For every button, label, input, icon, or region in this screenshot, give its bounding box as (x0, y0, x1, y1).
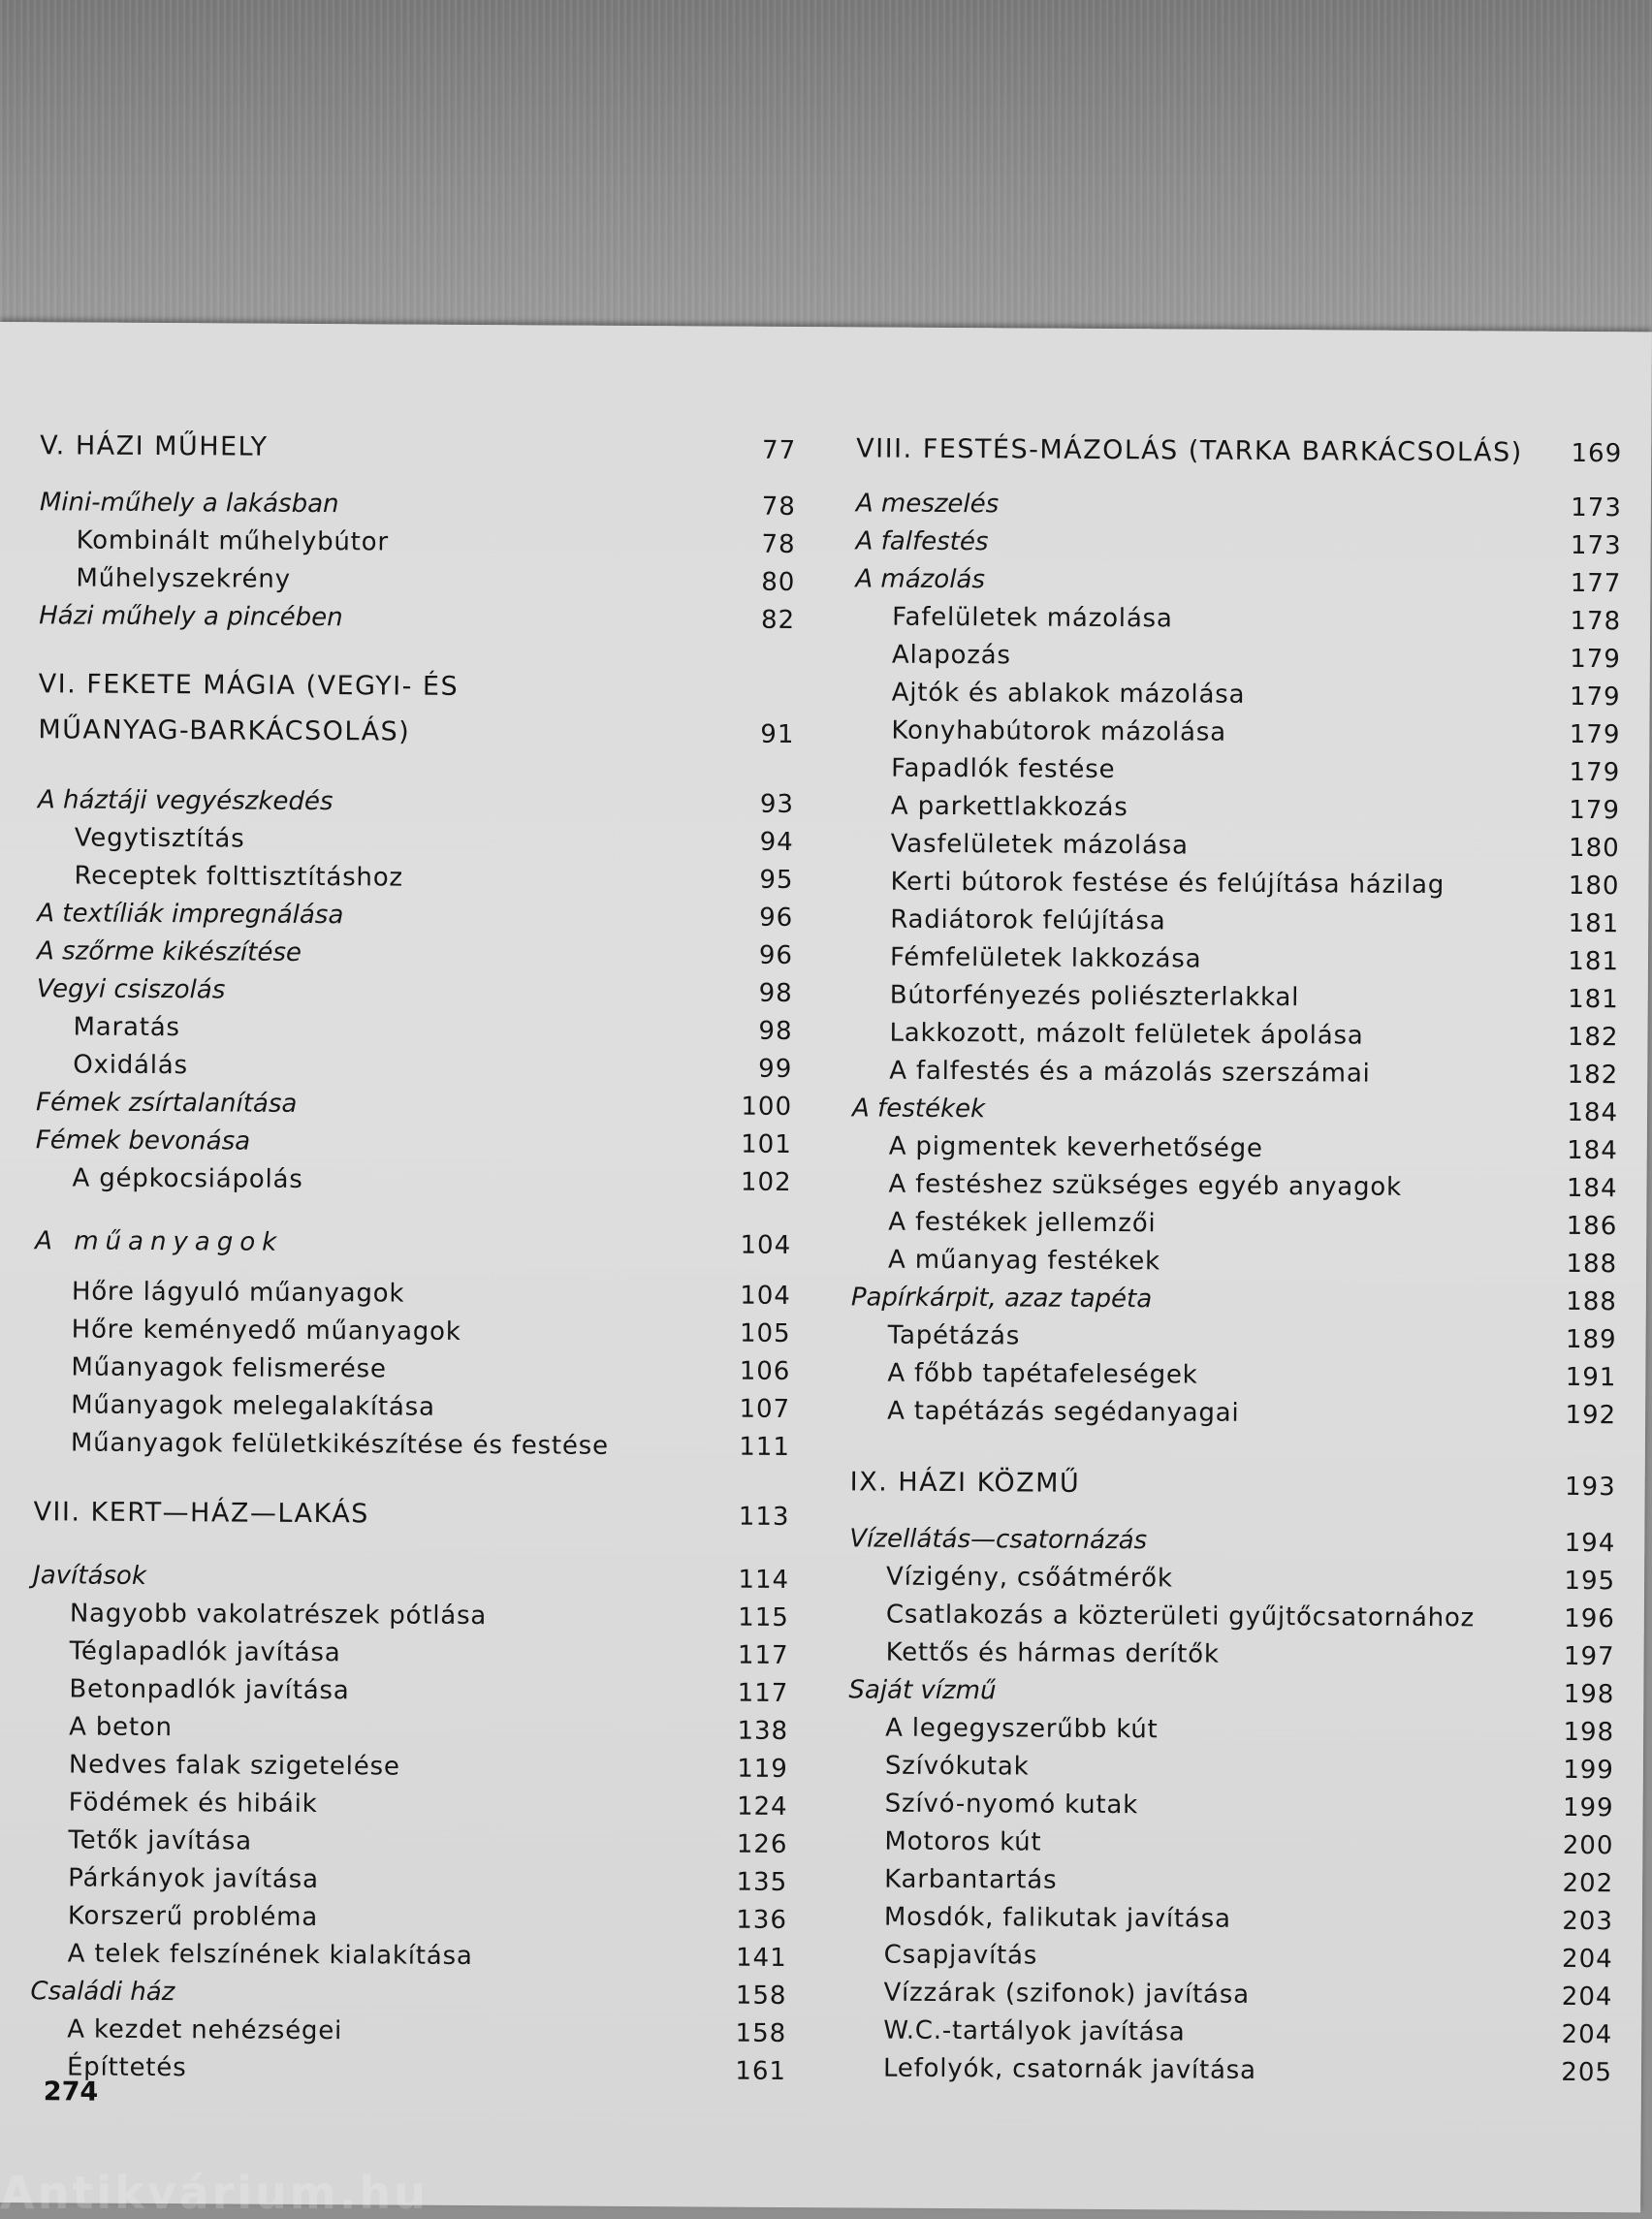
toc-entry-page: 173 (1544, 528, 1622, 563)
toc-entry-title: Szívó-nyomó kutak (885, 1787, 1139, 1823)
toc-entry-page: 182 (1541, 1020, 1618, 1055)
toc-entry-title: Műanyagok melegalakítása (71, 1387, 435, 1424)
toc-entry (0, 971, 801, 1011)
toc-entry-page: 193 (1539, 1470, 1616, 1505)
toc-entry (0, 2049, 794, 2089)
toc-entry-page: 184 (1541, 1133, 1618, 1168)
toc-entry (843, 1861, 1619, 1901)
toc-entry-title: Kerti bútorok festése és felújítása házilag (890, 865, 1445, 903)
toc-entry-page: 96 (715, 938, 793, 973)
toc-entry-title: A tapétázás segédanyagai (887, 1394, 1240, 1431)
toc-entry (843, 1823, 1619, 1863)
toc-entry (0, 782, 802, 822)
toc-entry (0, 1823, 796, 1862)
toc-entry-title: Tapétázás (888, 1318, 1021, 1354)
toc-entry (843, 1937, 1619, 1977)
toc-entry-title: IX. HÁZI KÖZMŰ (850, 1465, 1081, 1501)
toc-entry (846, 1465, 1622, 1505)
toc-entry-title: A műanyagok (35, 1223, 283, 1260)
toc-entry-page: 117 (711, 1676, 788, 1711)
toc-entry-title: Nagyobb vakolatrészek pótlása (70, 1596, 487, 1633)
toc-entry-page: 104 (714, 1279, 791, 1314)
toc-entry-page: 204 (1536, 1942, 1613, 1977)
toc-entry (847, 1166, 1623, 1206)
toc-entry (0, 428, 804, 468)
toc-entry (848, 1015, 1624, 1055)
toc-entry-title: Fapadlók festése (891, 751, 1115, 787)
toc-entry (0, 1274, 799, 1314)
toc-entry-page: 179 (1542, 793, 1620, 828)
toc-entry-page: 200 (1536, 1828, 1613, 1863)
toc-entry-title: Párkányok javítása (68, 1860, 319, 1897)
toc-entry-page: 169 (1544, 436, 1622, 471)
toc-entry (0, 1387, 798, 1427)
toc-entry-page: 124 (711, 1790, 788, 1824)
toc-entry (0, 896, 801, 935)
toc-entry-page: 205 (1535, 2055, 1612, 2090)
toc-entry-title: Saját vízmű (848, 1672, 996, 1708)
toc-entry-title: Fémek zsírtalanítása (36, 1085, 298, 1122)
toc-entry-title: A kezdet nehézségei (67, 2012, 342, 2048)
toc-entry-title: Tetők javítása (68, 1823, 252, 1858)
toc-entry-title: A falfestés (856, 523, 989, 559)
toc-entry-title: Vízigény, csőátmérők (886, 1560, 1173, 1597)
toc-entry (0, 1349, 799, 1389)
toc-entry (852, 431, 1628, 471)
toc-entry-page: 189 (1540, 1322, 1617, 1357)
toc-entry (842, 1975, 1618, 2014)
toc-entry (0, 713, 803, 752)
toc-entry (850, 713, 1626, 752)
page-number: 274 (44, 2076, 99, 2107)
toc-entry (850, 826, 1626, 866)
toc-entry-page: 104 (714, 1228, 791, 1263)
toc-entry (845, 1559, 1621, 1599)
toc-entry (848, 1128, 1624, 1168)
toc-entry-page: 80 (717, 565, 795, 600)
toc-entry (844, 1710, 1620, 1750)
toc-entry-page: 161 (709, 2053, 786, 2088)
toc-entry-title: A parkettlakkozás (891, 789, 1128, 825)
toc-entry-title: VI. FEKETE MÁGIA (VEGYI- ÉS (39, 667, 460, 705)
toc-entry (0, 1495, 798, 1535)
toc-entry (0, 523, 804, 562)
toc-entry-page: 181 (1541, 906, 1619, 941)
toc-entry-page: 135 (710, 1865, 787, 1900)
toc-entry-title: Mini-műhely a lakásban (40, 485, 339, 522)
toc-entry-title: A beton (69, 1709, 173, 1745)
toc-entry-title: Családi ház (30, 1974, 175, 2010)
toc-entry-page: 78 (718, 490, 796, 524)
toc-entry-page: 114 (712, 1563, 789, 1598)
toc-entry (851, 675, 1627, 714)
toc-entry-page: 204 (1535, 2017, 1612, 2052)
toc-entry (849, 939, 1625, 979)
toc-entry (0, 1009, 801, 1049)
toc-entry (849, 864, 1625, 903)
toc-entry (0, 485, 804, 524)
toc-entry-page: 184 (1541, 1095, 1618, 1130)
book-page (0, 322, 1652, 2212)
toc-entry-page: 101 (715, 1127, 792, 1162)
toc-entry-page: 107 (713, 1392, 790, 1427)
toc-entry-page: 115 (712, 1601, 789, 1635)
toc-entry-title: Javítások (33, 1558, 146, 1594)
toc-entry-page: 191 (1539, 1360, 1616, 1395)
toc-entry (0, 1633, 797, 1673)
toc-entry-page: 195 (1538, 1564, 1615, 1599)
toc-entry-title: Lefolyók, csatornák javítása (883, 2051, 1256, 2088)
toc-entry-title: Ajtók és ablakok mázolása (892, 676, 1246, 713)
toc-entry-title: Vegytisztítás (75, 820, 245, 856)
toc-entry (843, 1899, 1619, 1939)
toc-entry-page: 111 (713, 1430, 790, 1465)
toc-entry (844, 1672, 1620, 1712)
toc-entry-title: Vízellátás—csatornázás (849, 1521, 1147, 1558)
toc-entry (0, 1047, 800, 1087)
toc-entry (848, 1091, 1624, 1130)
toc-entry-title: Födémek és hibáik (69, 1785, 318, 1822)
toc-entry-title: Alapozás (892, 638, 1011, 674)
toc-entry-page: 182 (1541, 1058, 1618, 1093)
toc-entry (851, 637, 1627, 677)
toc-entry (852, 523, 1628, 563)
toc-entry-page: 177 (1543, 566, 1621, 601)
toc-entry-page: 117 (712, 1638, 789, 1673)
toc-entry (0, 1747, 796, 1787)
toc-entry (845, 1521, 1621, 1561)
toc-entry-title: Mosdók, falikutak javítása (884, 1900, 1231, 1937)
toc-entry-page: 178 (1543, 604, 1621, 639)
toc-entry-page: 106 (713, 1354, 790, 1389)
toc-entry-page: 199 (1537, 1753, 1614, 1788)
toc-entry (0, 1860, 795, 1900)
toc-entry-title: Szívókutak (885, 1749, 1030, 1785)
toc-entry-title: Házi műhely a pincében (39, 598, 343, 635)
toc-entry (851, 561, 1627, 601)
toc-entry-title: Hőre lágyuló műanyagok (72, 1274, 405, 1311)
toc-entry-title: A gépkocsiápolás (72, 1160, 302, 1196)
toc-entry-title: A falfestés és a mázolás szerszámai (889, 1054, 1371, 1092)
toc-entry-title: Vasfelületek mázolása (891, 827, 1189, 864)
toc-entry (0, 2012, 794, 2051)
toc-entry-title: VIII. FESTÉS-MÁZOLÁS (TARKA BARKÁCSOLÁS) (856, 431, 1523, 470)
toc-entry (846, 1393, 1622, 1433)
toc-entry (0, 858, 802, 898)
toc-entry-title: MŰANYAG-BARKÁCSOLÁS) (38, 713, 410, 749)
toc-entry (0, 1312, 799, 1351)
toc-entry (845, 1597, 1621, 1636)
toc-entry (847, 1204, 1623, 1244)
toc-entry (0, 560, 803, 600)
toc-entry (0, 1898, 795, 1938)
toc-entry-title: A festékek (852, 1091, 985, 1126)
toc-entry (848, 1053, 1624, 1093)
toc-entry-page: 98 (715, 976, 793, 1011)
toc-entry-title: A szőrme kikészítése (37, 934, 302, 970)
toc-entry-page: 179 (1543, 642, 1621, 677)
toc-entry-page: 93 (716, 787, 794, 822)
toc-entry-title: Műanyagok felületkikészítése és festése (71, 1425, 609, 1463)
toc-entry (844, 1748, 1620, 1788)
toc-entry (846, 1355, 1622, 1395)
toc-entry (0, 1936, 795, 1976)
toc-entry-title: A festékek jellemzői (888, 1205, 1156, 1242)
toc-entry (852, 486, 1628, 525)
toc-entry-title: A festéshez szükséges egyéb anyagok (888, 1167, 1402, 1205)
toc-entry-title: Téglapadlók javítása (70, 1633, 341, 1670)
toc-entry-title: Karbantartás (884, 1862, 1057, 1898)
toc-entry-title: Műhelyszekrény (76, 560, 291, 596)
toc-entry (0, 1558, 797, 1598)
toc-entry-page: 196 (1538, 1601, 1615, 1636)
toc-entry-page: 119 (711, 1752, 788, 1787)
toc-entry-page: 141 (710, 1941, 787, 1976)
toc-entry-title: Hőre keményedő műanyagok (72, 1312, 461, 1348)
toc-entry-title: Radiátorok felújítása (890, 903, 1165, 939)
toc-entry-page: 203 (1536, 1904, 1613, 1939)
toc-entry-page: 105 (714, 1316, 791, 1351)
toc-entry-title: W.C.-tartályok javítása (883, 2013, 1186, 2050)
toc-entry-page: 179 (1542, 717, 1620, 752)
toc-entry-title: Kombinált műhelybútor (77, 523, 389, 559)
toc-entry-title: Receptek folttisztításhoz (74, 858, 403, 895)
toc-entry-title: A textíliák impregnálása (37, 896, 343, 933)
toc-entry (0, 1425, 798, 1465)
toc-entry-title: A telek felszínének kialakítása (68, 1936, 473, 1974)
toc-entry (0, 1785, 796, 1824)
toc-entry-title: Építtetés (67, 2049, 187, 2085)
toc-entry (0, 1974, 795, 2013)
toc-entry-page: 188 (1540, 1284, 1617, 1319)
toc-entry-page: 173 (1544, 491, 1622, 525)
toc-entry (0, 1596, 797, 1635)
toc-entry (847, 1280, 1623, 1319)
toc-entry (0, 1085, 800, 1125)
toc-entry-page: 102 (714, 1165, 791, 1200)
toc-entry-page: 179 (1543, 680, 1621, 714)
toc-entry-title: Csapjavítás (884, 1938, 1038, 1974)
toc-entry-title: A műanyag festékek (888, 1243, 1160, 1280)
toc-entry (0, 1123, 800, 1162)
toc-entry-page: 100 (715, 1090, 792, 1125)
toc-entry-page: 158 (709, 1979, 786, 2013)
toc-entry (849, 977, 1625, 1017)
toc-entry-page: 138 (711, 1714, 788, 1749)
toc-entry-title: Betonpadlók javítása (69, 1671, 349, 1708)
toc-entry-title: Motoros kút (884, 1824, 1041, 1860)
toc-entry (844, 1786, 1620, 1825)
toc-entry (0, 1709, 796, 1749)
toc-entry (847, 1317, 1623, 1357)
toc-entry (0, 1223, 799, 1263)
toc-entry-title: V. HÁZI MŰHELY (40, 428, 269, 464)
toc-entry (849, 902, 1625, 941)
toc-entry-title: A legegyszerűbb kút (885, 1711, 1159, 1748)
toc-entry-page: 180 (1541, 869, 1619, 903)
toc-entry-title: Fémek bevonása (36, 1123, 250, 1158)
toc-entry-page: 198 (1537, 1677, 1614, 1712)
toc-entry-page: 181 (1541, 944, 1619, 979)
toc-entry-page: 184 (1540, 1171, 1617, 1206)
toc-entry (850, 750, 1626, 790)
toc-entry-title: Vízzárak (szifonok) javítása (883, 1976, 1250, 2013)
toc-entry-page: 194 (1538, 1526, 1615, 1561)
watermark: Antikvárium.hu (0, 2167, 429, 2219)
toc-entry (0, 667, 803, 707)
toc-entry-title: Vegyi csiszolás (37, 971, 226, 1007)
toc-entry-page: 192 (1539, 1398, 1616, 1433)
toc-entry-page: 188 (1540, 1247, 1617, 1282)
toc-entry (851, 599, 1627, 639)
toc-entry-page: 77 (718, 433, 796, 468)
toc-entry-title: Maratás (73, 1009, 179, 1045)
toc-entry-page: 158 (709, 2016, 786, 2051)
toc-entry-page: 99 (715, 1052, 792, 1087)
toc-entry-page: 113 (712, 1500, 789, 1535)
toc-entry-title: Konyhabútorok mázolása (891, 713, 1226, 750)
toc-entry-page: 95 (715, 863, 793, 898)
toc-entry-title: A pigmentek keverhetősége (889, 1129, 1263, 1166)
toc-entry-page: 98 (715, 1014, 792, 1049)
toc-entry-page: 126 (710, 1827, 787, 1862)
toc-entry (0, 820, 802, 860)
toc-entry-page: 136 (710, 1903, 787, 1938)
toc-entry (842, 2050, 1618, 2090)
toc-entry (0, 934, 801, 973)
toc-entry-title: Kettős és hármas derítők (886, 1635, 1220, 1672)
toc-entry-page: 198 (1537, 1715, 1614, 1750)
toc-entry-title: A háztáji vegyészkedés (38, 782, 334, 819)
toc-entry-title: Csatlakozás a közterületi gyűjtőcsatornához (886, 1598, 1475, 1636)
toc-entry-page: 186 (1540, 1209, 1617, 1244)
toc-entry-title: A mázolás (855, 561, 985, 597)
toc-entry-page: 180 (1542, 831, 1620, 866)
toc-entry-page: 91 (716, 717, 794, 752)
toc-entry (850, 788, 1626, 828)
toc-entry (847, 1242, 1623, 1282)
toc-entry (0, 598, 803, 638)
toc-entry-page: 82 (717, 603, 795, 638)
toc-entry-page: 179 (1542, 755, 1620, 790)
toc-entry (842, 2013, 1618, 2052)
toc-entry-page: 197 (1538, 1639, 1615, 1674)
toc-entry-title: Lakkozott, mázolt felületek ápolása (889, 1016, 1363, 1054)
toc-entry-page: 78 (718, 527, 796, 562)
toc-entry-title: Bútorfényezés poliészterlakkal (890, 978, 1300, 1016)
toc-entry-page: 199 (1537, 1791, 1614, 1825)
toc-entry-title: Fafelületek mázolása (892, 600, 1173, 637)
toc-entry-title: Nedves falak szigetelése (69, 1747, 400, 1784)
toc-entry-title: Műanyagok felismerése (71, 1349, 387, 1386)
toc-entry-title: VII. KERT—HÁZ—LAKÁS (33, 1495, 369, 1532)
fabric-background (0, 0, 1652, 334)
toc-entry-title: A főbb tapétafeleségek (887, 1356, 1197, 1393)
toc-entry-page: 96 (715, 901, 793, 935)
toc-entry-page: 94 (716, 825, 794, 860)
toc-entry-title: Korszerű probléma (68, 1898, 318, 1935)
toc-entry-title: Fémfelületek lakkozása (890, 940, 1202, 977)
toc-entry (0, 1671, 796, 1711)
toc-entry (845, 1634, 1621, 1674)
toc-entry-title: Papírkárpit, azaz tapéta (851, 1280, 1153, 1316)
toc-entry-title: Oxidálás (73, 1047, 188, 1083)
toc-entry-page: 204 (1535, 1980, 1612, 2014)
toc-entry-title: A meszelés (856, 486, 1000, 522)
toc-entry (0, 1160, 800, 1200)
toc-entry-page: 202 (1536, 1866, 1613, 1901)
toc-entry-page: 181 (1541, 982, 1619, 1017)
